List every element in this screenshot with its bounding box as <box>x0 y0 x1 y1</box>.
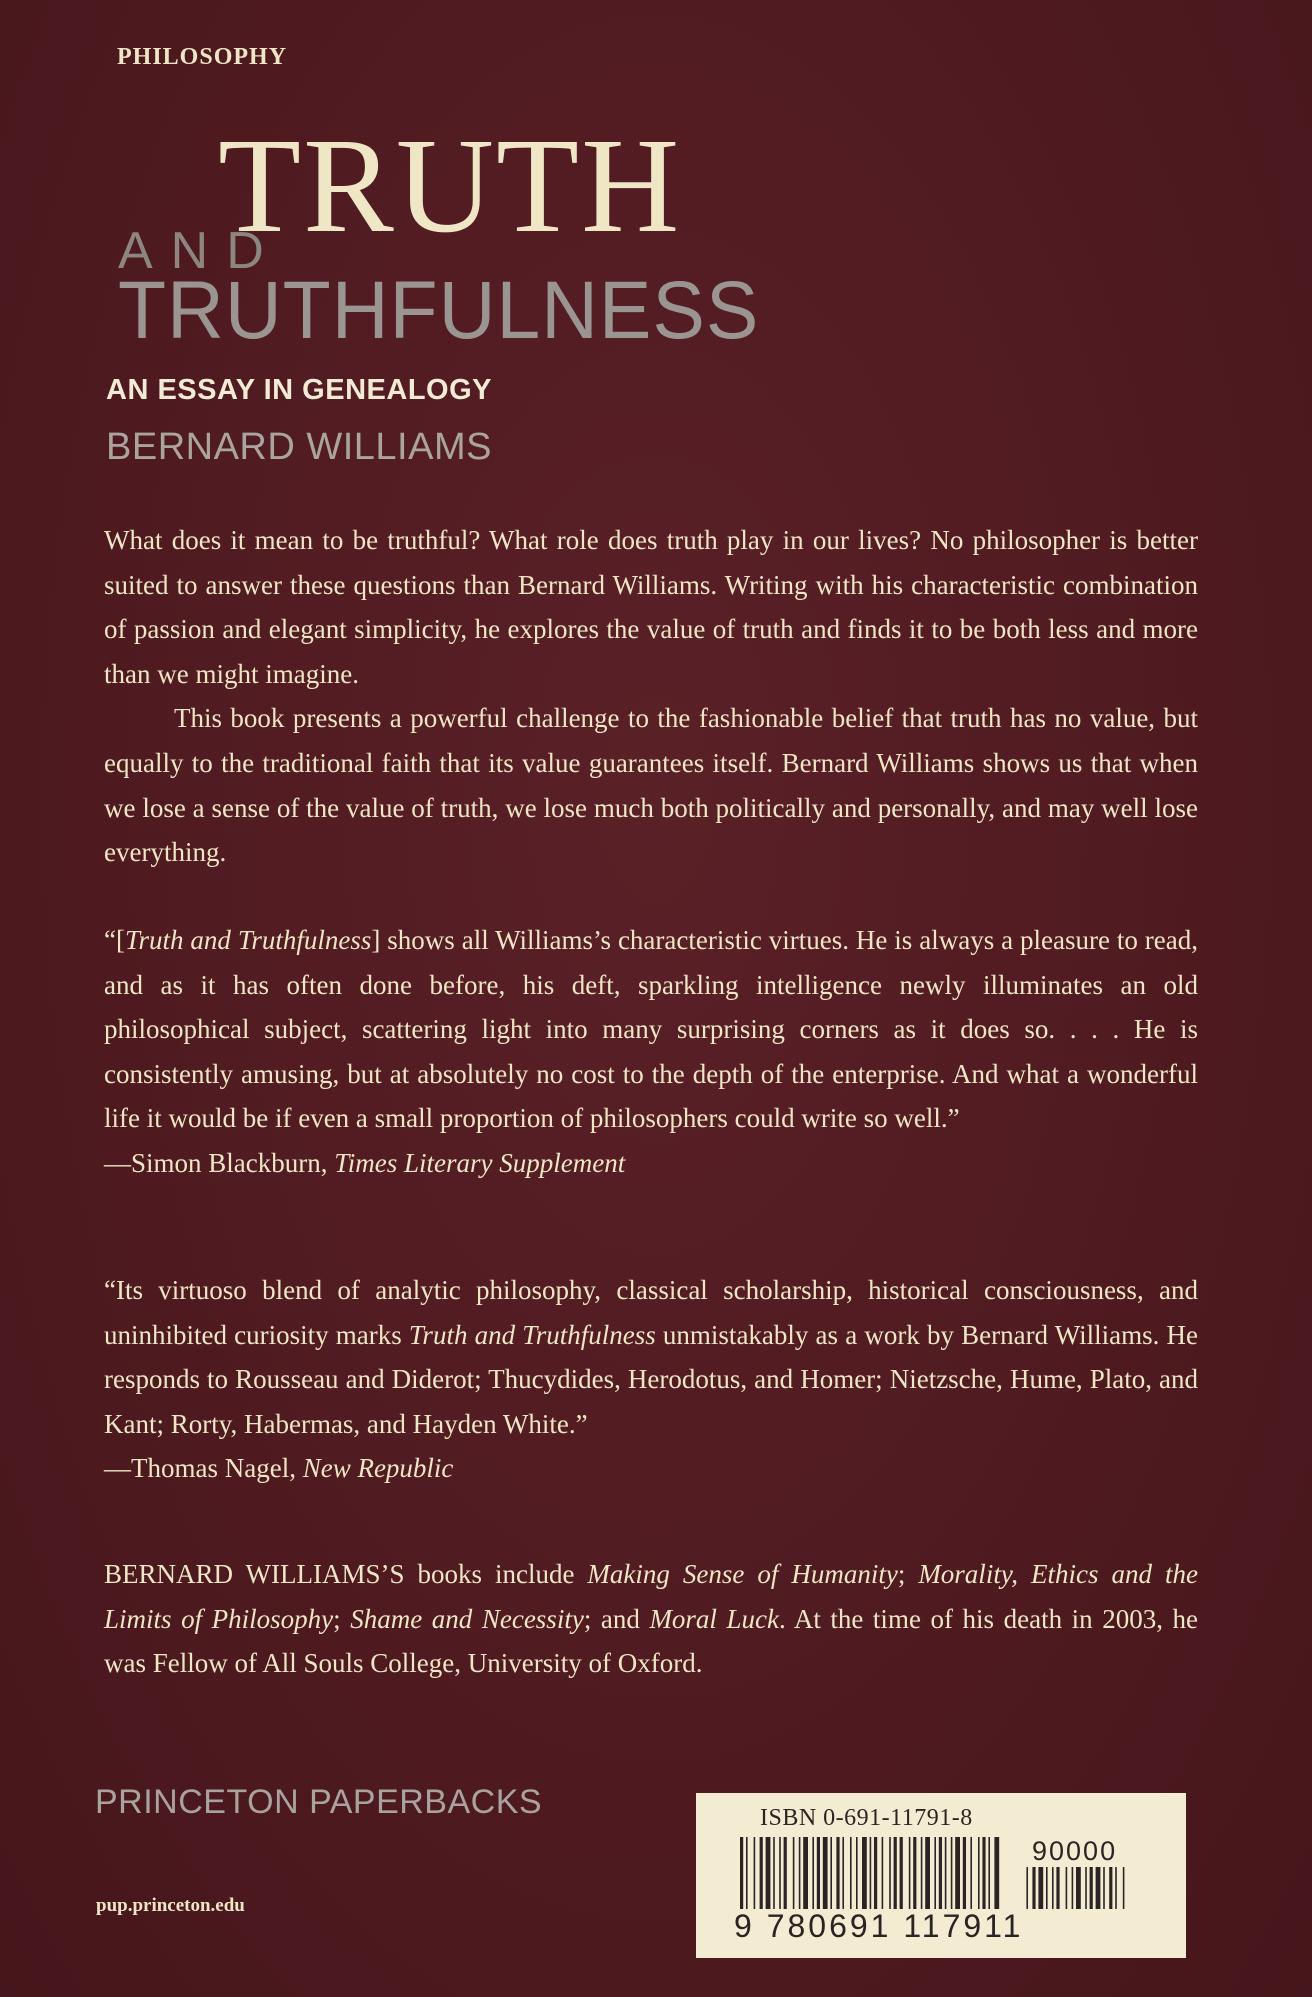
barcode-bar <box>817 1837 820 1909</box>
barcode-bar <box>766 1837 771 1909</box>
barcode-bar <box>779 1837 781 1909</box>
barcode-bar <box>1072 1867 1074 1909</box>
barcode-bar <box>870 1837 872 1909</box>
barcode-bar <box>909 1837 911 1909</box>
ean-group-1: 780691 <box>766 1908 892 1944</box>
barcode-bar <box>754 1837 756 1909</box>
isbn-number: ISBN 0-691-11791-8 <box>760 1805 973 1831</box>
review-quote-nagel <box>104 1268 1198 1491</box>
barcode-bar <box>970 1837 972 1909</box>
barcode-bar <box>913 1837 916 1909</box>
category-label: PHILOSOPHY <box>117 44 288 70</box>
barcode-bar <box>925 1837 930 1909</box>
barcode-bar <box>1066 1867 1068 1909</box>
barcode-bar <box>889 1837 891 1909</box>
barcode-bar <box>982 1837 985 1909</box>
barcode-bar <box>1085 1867 1087 1909</box>
ean-group-2: 117911 <box>903 1908 1024 1944</box>
barcode-bar <box>1115 1867 1117 1909</box>
barcode-bar <box>994 1837 999 1909</box>
barcode-bar <box>784 1837 787 1909</box>
barcode-bar <box>842 1837 844 1909</box>
publisher-series: PRINCETON PAPERBACKS <box>95 1783 543 1821</box>
barcode-bar <box>799 1837 801 1909</box>
barcode-bar <box>951 1837 953 1909</box>
barcode-bar <box>1056 1867 1059 1909</box>
bio-separator: ; <box>333 1603 351 1634</box>
book-subtitle: AN ESSAY IN GENEALOGY <box>106 374 492 406</box>
barcode-bar <box>803 1837 808 1909</box>
review-attribution <box>104 1446 1198 1491</box>
book-title-main: TRUTH <box>218 111 682 261</box>
barcode-bar <box>1076 1867 1081 1909</box>
barcode-bar <box>963 1837 966 1909</box>
author-bio-text <box>104 1552 1198 1686</box>
reviewer-name: —Simon Blackburn, <box>104 1147 335 1178</box>
review-source: Times Literary Supplement <box>334 1147 626 1178</box>
barcode-bar <box>978 1837 980 1909</box>
bio-separator: ; and <box>583 1603 650 1634</box>
bio-book-title: Morality, Ethics and the Limits of Philosophy <box>104 1559 1198 1634</box>
barcode-bar <box>894 1837 897 1909</box>
bio-lead: BERNARD WILLIAMS’S books include <box>104 1559 588 1589</box>
barcode-bar <box>856 1837 858 1909</box>
author-name: BERNARD WILLIAMS <box>106 426 492 468</box>
review-quote-text <box>104 918 1198 1141</box>
barcode-bar <box>746 1837 748 1909</box>
barcode-bar <box>830 1837 832 1909</box>
quote-body-start: “Its virtuoso blend of analytic philosophy, classical scholarship, historical consciousness, and uninhibited curiosity marks <box>104 1275 1198 1350</box>
barcode-bar <box>1103 1867 1105 1909</box>
barcode-bar <box>1046 1867 1048 1909</box>
description-paragraph-1: What does it mean to be truthful? What role does truth play in our lives? No philosopher is better suited to answer these questions than Bernard Williams. Writing with his characteristic combination of passion and elegant simplicity, he explores the value of truth and finds it to be both less and more than we might imagine. <box>104 525 1198 689</box>
barcode-bar <box>874 1837 877 1909</box>
barcode-bar <box>945 1837 947 1909</box>
barcode-bar <box>862 1837 867 1909</box>
quote-open: “[ <box>104 925 125 955</box>
barcode-bar <box>1090 1867 1093 1909</box>
barcode-bar <box>900 1837 903 1909</box>
bio-separator: ; <box>897 1559 919 1589</box>
barcode-bar <box>921 1837 923 1909</box>
description-paragraph-2: This book presents a powerful challenge to the fashionable belief that truth has no value, but equally to the traditional faith that its value guarantees itself. Bernard Williams shows us that when we lose a sense of the value of truth, we lose much both politically and personally, and may well lose everything. <box>104 703 1198 868</box>
barcode-bar <box>740 1837 743 1909</box>
barcode-bar <box>1109 1867 1112 1909</box>
barcode-bar <box>1038 1867 1043 1909</box>
barcode-bar <box>988 1837 990 1909</box>
barcode-bar <box>812 1837 814 1909</box>
publisher-website: pup.princeton.edu <box>96 1895 245 1916</box>
book-title-and: AND <box>118 222 282 280</box>
bio-book-title: Moral Luck <box>649 1603 779 1634</box>
bio-tail: . At the time of his death in 2003, he was Fellow of All Souls College, University of Oxford. <box>104 1603 1199 1679</box>
barcode-bar <box>850 1837 852 1909</box>
bio-book-title: Shame and Necessity <box>350 1603 584 1634</box>
barcode-bar <box>1123 1867 1125 1909</box>
review-source: New Republic <box>302 1453 454 1484</box>
ean-digits <box>734 1908 1023 1945</box>
barcode-bar <box>836 1837 839 1909</box>
book-description <box>104 518 1198 875</box>
barcode-bar <box>955 1837 960 1909</box>
quote-book-title: Truth and Truthfulness <box>124 925 372 955</box>
price-code: 90000 <box>1032 1836 1118 1866</box>
book-title-second: TRUTHFULNESS <box>118 265 760 356</box>
quote-book-title: Truth and Truthfulness <box>408 1319 656 1350</box>
barcode-bar <box>760 1837 763 1909</box>
barcode-bar <box>1026 1867 1028 1909</box>
barcode-bar <box>939 1837 942 1909</box>
barcode-bar <box>934 1837 936 1909</box>
barcode-bar <box>1052 1867 1054 1909</box>
author-bio <box>104 1552 1198 1686</box>
barcode-bar <box>773 1837 775 1909</box>
ean-first-digit: 9 <box>734 1908 755 1944</box>
quote-body: ] shows all Williams’s characteristic virtues. He is always a pleasure to read, and as it has often done before, his deft, sparkling intelligence newly illuminates an old philosophical subject, scattering light into many surprising corners as it does so. . . . He is consistently amusing, but at absolutely no cost to the depth of the enterprise. And what a wonderful life it would be if even a small proportion of philosophers could write so well.” <box>104 925 1198 1134</box>
barcode-bar <box>1032 1867 1035 1909</box>
barcode-bar <box>823 1837 828 1909</box>
review-quote-text <box>104 1268 1198 1446</box>
barcode-bars-icon <box>736 1837 1176 1909</box>
barcode-bar <box>1096 1867 1101 1909</box>
quote-body-end: unmistakably as a work by Bernard Williams. He responds to Rousseau and Diderot; Thucydides, Herodotus, and Homer; Nietzsche, Hume, Plato, and Kant; Rorty, Habermas, and Hayden White.” <box>104 1319 1198 1439</box>
review-quote-blackburn <box>104 918 1198 1186</box>
barcode-bar <box>793 1837 795 1909</box>
review-attribution <box>104 1141 1198 1186</box>
bio-book-title: Making Sense of Humanity <box>587 1559 898 1589</box>
barcode-bar <box>882 1837 884 1909</box>
reviewer-name: —Thomas Nagel, <box>104 1453 303 1484</box>
